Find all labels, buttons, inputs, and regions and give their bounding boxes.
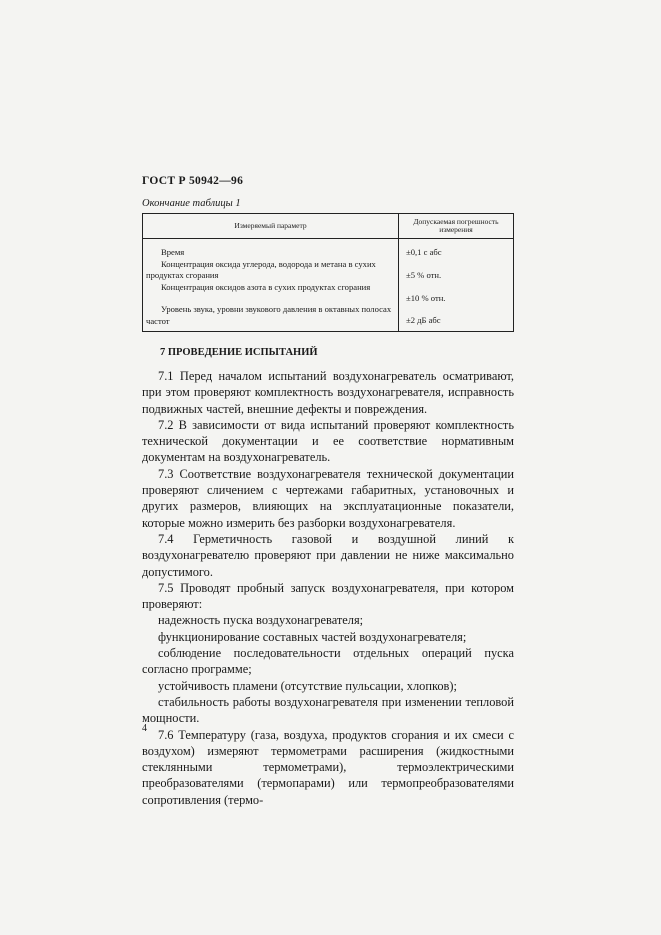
table-row (143, 282, 514, 305)
param-cell: Уровень звука, уровни звукового давления в октавных полосах частот (143, 304, 399, 332)
paragraph: 7.6 Температуру (газа, воздуха, продуктов сгорания и их смеси с воздухом) измеряют термометрами расширения (жидкостными стеклянными термометрами), термоэлектрическими преобразователями (термопарами) или термопреобразователями сопротивления (термо- (142, 727, 514, 807)
paragraph: 7.5 Проводят пробный запуск воздухонагревателя, при котором проверяют: (142, 580, 514, 612)
param-cell: Время (143, 239, 399, 259)
paragraph: 7.4 Герметичность газовой и воздушной линий к воздухонагревателю проверяют при давлении не ниже максимально допустимого. (142, 531, 514, 579)
tolerance-cell: ±5 % отн. (399, 259, 514, 282)
table-row (143, 239, 514, 259)
list-item: соблюдение последовательности отдельных операций пуска согласно программе; (142, 646, 514, 677)
list-item: стабильность работы воздухонагревателя при изменении тепловой мощности. (142, 694, 514, 726)
list-item: функционирование составных частей воздухонагревателя; (158, 629, 467, 644)
table-row (143, 259, 514, 282)
tolerance-cell: ±10 % отн. (399, 282, 514, 305)
column-header-tolerance: Допускаемая погрешность измерения (399, 214, 514, 239)
parameters-table (142, 213, 514, 332)
paragraph: 7.1 Перед началом испытаний воздухонагреватель осматривают, при этом проверяют комплектность воздухонагревателя, исправность подвижных частей, внешние дефекты и повреждения. (142, 369, 514, 416)
document-header: ГОСТ Р 50942—96 (142, 175, 244, 187)
list-item: надежность пуска воздухонагревателя; (158, 613, 364, 628)
tolerance-cell: ±0,1 с абс (399, 239, 514, 259)
section-title: 7 ПРОВЕДЕНИЕ ИСПЫТАНИЙ (160, 347, 318, 358)
paragraph: 7.2 В зависимости от вида испытаний проверяют комплектность технической документации и ее соответствие нормативным документам на воздухонагреватель. (142, 417, 514, 465)
column-header-parameter: Измеряемый параметр (143, 214, 399, 239)
section-body (142, 368, 514, 808)
page-number: 4 (142, 723, 147, 734)
param-cell: Концентрация оксидов азота в сухих продуктах сгорания (143, 282, 399, 305)
table-row (143, 304, 514, 332)
tolerance-cell: ±2 дБ абс (399, 304, 514, 332)
list-item: устойчивость пламени (отсутствие пульсации, хлопков); (158, 678, 457, 693)
table-caption: Окончание таблицы 1 (142, 198, 241, 209)
param-cell: Концентрация оксида углерода, водорода и метана в сухих продуктах сгорания (143, 259, 399, 282)
paragraph: 7.3 Соответствие воздухонагревателя технической документации проверяют сличением с чертежами габаритных, установочных и других размеров, влияющих на эксплуатационные показатели, которые можно измерить без разборки воздухонагревателя. (142, 466, 514, 530)
